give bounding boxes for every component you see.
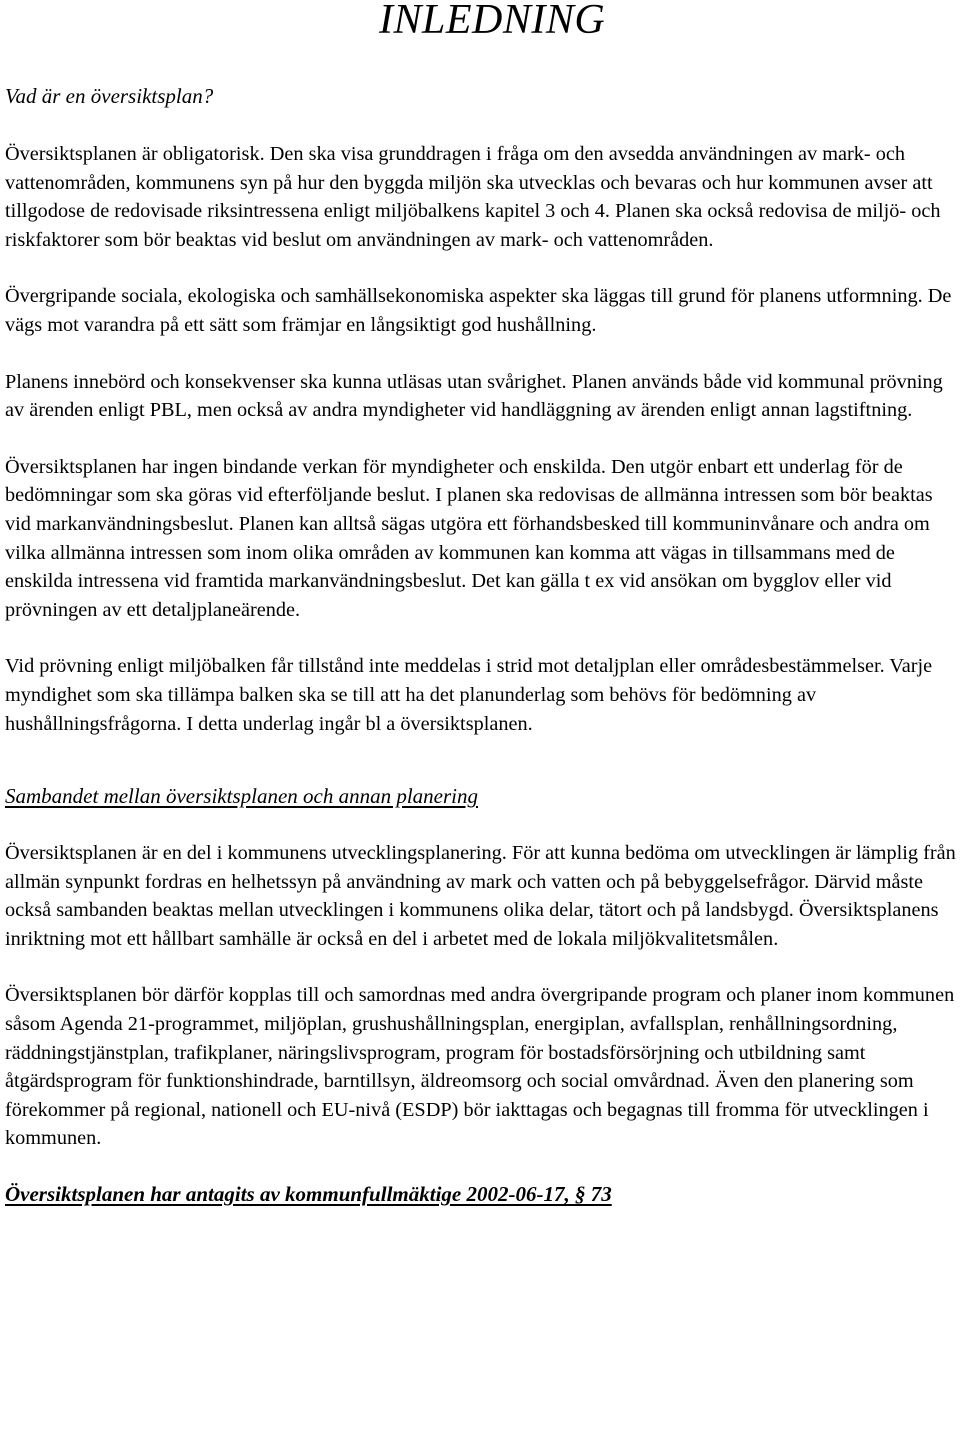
paragraph: Översiktsplanen är obligatorisk. Den ska visa grunddragen i fråga om den avsedda användningen av mark- och vattenområden, kommunens syn på hur den byggda miljön ska utvecklas och bevaras och hur kommunen avser att tillgodose de redovisade riksintressena enligt miljöbalkens kapitel 3 och 4. Planen ska också redovisa de miljö- och riskfaktorer som bör beaktas vid beslut om användningen av mark- och vattenområden.	[5, 143, 941, 251]
paragraph: Översiktsplanen bör därför kopplas till och samordnas med andra övergripande program och planer inom kommunen såsom Agenda 21-programmet, miljöplan, grushushållningsplan, energiplan, avfallsplan, renhållningsordning, räddningstjänstplan, trafikplaner, näringslivsprogram, program för bostadsförsörjning och utbildning samt åtgärdsprogram för funktionshindrade, barntillsyn, äldreomsorg och social omvårdnad. Även den planering som förekommer på regional, nationell och EU-nivå (ESDP) bör iakttagas och begagnas till fromma för utvecklingen i kommunen.	[5, 984, 955, 1150]
paragraph: Planens innebörd och konsekvenser ska kunna utläsas utan svårighet. Planen används både vid kommunal prövning av ärenden enligt PBL, men också av andra myndigheter vid handläggning av ärenden enligt annan lagstiftning.	[5, 370, 943, 422]
adoption-note: Översiktsplanen har antagits av kommunfullmäktige 2002-06-17, § 73	[5, 1182, 612, 1207]
paragraph: Översiktsplanen har ingen bindande verkan för myndigheter och enskilda. Den utgör enbart ett underlag för de bedömningar som ska göras vid efterföljande beslut. I planen ska redovisas de allmänna intressen som bör beaktas vid markanvändningsbeslut. Planen kan alltså sägas utgöra ett förhandsbesked till kommuninvånare och andra om vilka allmänna intressen som inom olika områden av kommunen kan komma att vägas in tillsammans med de enskilda intressena vid framtida markanvändningsbeslut. Det kan gälla t ex vid ansökan om bygglov eller vid prövningen av ett detaljplaneärende.	[5, 455, 933, 621]
paragraph: Övergripande sociala, ekologiska och samhällsekonomiska aspekter ska läggas till grund för planens utformning. De vägs mot varandra på ett sätt som främjar en långsiktigt god hushållning.	[5, 285, 952, 336]
section-heading-sambandet: Sambandet mellan översiktsplanen och annan planering	[5, 784, 479, 809]
page-title: INLEDNING	[379, 0, 606, 43]
document-page	[5, 0, 957, 1208]
paragraph: Översiktsplanen är en del i kommunens utvecklingsplanering. För att kunna bedöma om utvecklingen är lämplig från allmän synpunkt fordras en helhetssyn på användning av mark och vatten och på bebyggelsefrågor. Därvid måste också sambanden beaktas mellan utvecklingen i kommunens olika delar, tätort och på landsbygd. Översiktsplanens inriktning mot ett hållbart samhälle är också en del i arbetet med de lokala miljökvalitetsmålen.	[5, 842, 956, 950]
section-heading-vad-ar: Vad är en översiktsplan?	[5, 84, 214, 108]
paragraph: Vid prövning enligt miljöbalken får tillstånd inte meddelas i strid mot detaljplan eller områdesbestämmelser. Varje myndighet som ska tillämpa balken ska se till att ha det planunderlag som behövs för bedömning av hushållningsfrågorna. I detta underlag ingår bl a översiktsplanen.	[5, 655, 933, 735]
